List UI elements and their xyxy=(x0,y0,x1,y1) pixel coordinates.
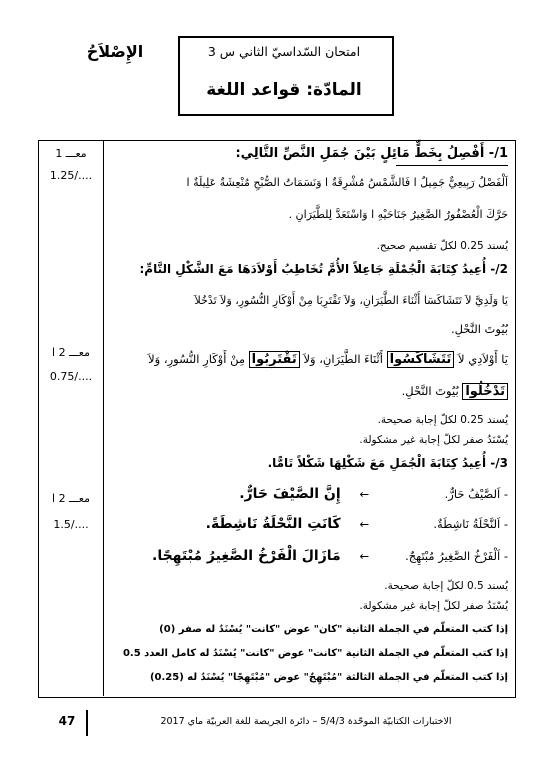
q2-answer-mid1: أَثْنَاءَ الطَّيَرَانِ، وَلاَ xyxy=(303,352,383,366)
q2-title: 2/- أُعِيدُ كِتَابَةَ الْجُمْلَةِ جَاعِلاً الأُمَّ تُخَاطِبُ أَوْلاَدَهَا مَعَ الشَّكْلِ التَّامِّ: xyxy=(139,262,508,276)
q2-answer-start: يَا أَوْلاَدِي لاَ xyxy=(457,352,508,366)
arrow-icon: ← xyxy=(359,549,370,563)
q1-scoring-note: يُسند 0.25 لكلّ تقسيم صحيح. xyxy=(376,240,508,252)
q3-row3-answer: مَازَالَ الْفَرْخُ الصَّغِيرُ مُبْتَهِجًا. xyxy=(152,548,341,564)
score-q1-value: 1.25/.... xyxy=(49,169,93,182)
q2-answer-end: بُيُوتَ النَّحْلِ. xyxy=(401,384,459,398)
q3-row3-source: - اَلْفَرْخُ الصَّغِيرُ مُبْتَهِجٌ. xyxy=(405,549,508,563)
score-q3-value: 1.5/.... xyxy=(53,518,89,531)
score-q2-criterion: معـــ 2 ا xyxy=(52,346,90,359)
q2-answer-mid2: مِنْ أَوْكَارِ النُّسُورِ، وَلاَ xyxy=(148,352,246,366)
q1-title: 1/- أَفْصِلُ بِخَطٍّ مَائِلٍ بَيْنَ جُمَلِ النَّصِّ التَّالِي: xyxy=(235,146,508,161)
q1-title-underline xyxy=(396,165,508,166)
q3-row3 xyxy=(108,548,508,564)
score-q1-criterion: معـــ 1 xyxy=(55,147,87,160)
correction-title: الإِصْلاَحُ xyxy=(86,42,144,61)
page-number: 47 xyxy=(58,714,76,728)
q2-answer-line2 xyxy=(108,384,508,399)
q3-scoring-note1: يُسند 0.5 لكلّ إجابة صحيحة. xyxy=(384,580,508,592)
q3-row1-source: - اَلصَّيْفُ حَارٌّ. xyxy=(444,487,508,501)
q2-scoring-note1: يُسند 0.25 لكلّ إجابة صحيحة. xyxy=(377,414,508,426)
q2-sentence-line1: يَا وَلَدِيَّ لاَ تَتَشَاكَسَا أَثْنَاءَ الطَّيَرَانِ، وَلاَ تَقْتَرِبَا مِنْ أَوْكَارِ النُّسُورِ، وَلاَ تَدْخُلاَ xyxy=(194,294,508,307)
q3-rule1: إذا كتب المتعلّم في الجملة الثانية "كان" عوض "كانت" يُسْنَدُ له صفر (0) xyxy=(159,624,508,635)
q2-answer-word2: تَقْتَرِبُوا xyxy=(249,351,300,368)
q1-text-line1: اَلْفَصْلُ رَبِيعِيٌّ جَمِيلٌ ا فَالشَّمْسُ مُشْرِقَةٌ ا وَنَسَمَاتُ الصُّبْحِ مُنْعِشَةٌ عَلِيلَةٌ ا xyxy=(186,176,508,189)
q2-sentence-line2: بُيُوتَ النَّحْلِ. xyxy=(450,322,508,336)
q3-row2 xyxy=(108,516,508,532)
q2-answer-word1: تَتَشَاكَسُوا xyxy=(387,351,455,368)
q3-rule3: إذا كتب المتعلّم في الجملة الثالثة "مُبْتَهِجٌ" عوض "مُبْتَهِجًا" يُسْنَدُ له (0.25) xyxy=(149,672,508,683)
footer-divider xyxy=(86,710,88,736)
q2-answer-word3: تَدْخُلُوا xyxy=(462,383,508,400)
arrow-icon: ← xyxy=(359,517,370,531)
q3-row1-answer: إِنَّ الصَّيْفَ حَارٌّ. xyxy=(239,486,341,502)
q3-title: 3/- أُعِيدُ كِتَابَةَ الْجُمَلِ مَعَ شَكْلِهَا شَكْلاً تَامًّا. xyxy=(267,456,508,470)
q3-rule2: إذا كتب المتعلّم في الجملة الثانية "كانت" عوض "كانت" يُسْنَدُ له كامل العدد 0.5 xyxy=(122,648,508,659)
score-column-divider xyxy=(103,140,104,696)
q3-row1 xyxy=(108,486,508,502)
score-q3-criterion: معـــ 2 ا xyxy=(52,492,90,505)
q3-scoring-note2: يُسْنَدُ صفر لكلّ إجابة غير مشكولة. xyxy=(359,600,508,612)
q2-scoring-note2: يُسْنَدُ صفر لكلّ إجابة غير مشكولة. xyxy=(359,434,508,446)
q1-text-line2: حَرَّكَ الْعُصْفُورُ الصَّغِيرُ جَنَاحَيْهِ ا وَاسْتَعَدَّ لِلطَّيَرَانِ . xyxy=(288,208,508,221)
subject-title: المادّة: قواعد اللغة xyxy=(206,80,362,100)
q3-row2-source: - اَلنَّحْلَةُ نَاشِطَةٌ. xyxy=(433,517,508,531)
q3-row2-answer: كَانَتِ النَّحْلَةُ نَاشِطَةً. xyxy=(205,516,341,532)
exam-title: امتحان السّداسيّ الثاني س 3 xyxy=(207,44,361,59)
score-q2-value: 0.75/.... xyxy=(49,370,93,383)
q2-answer-line1 xyxy=(108,352,508,367)
footer-text: الاختبارات الكتابيّة الموحّدة 5/4/3 – دائرة الجريصة للغة العربيّة ماي 2017 xyxy=(160,716,452,727)
arrow-icon: ← xyxy=(359,487,370,501)
